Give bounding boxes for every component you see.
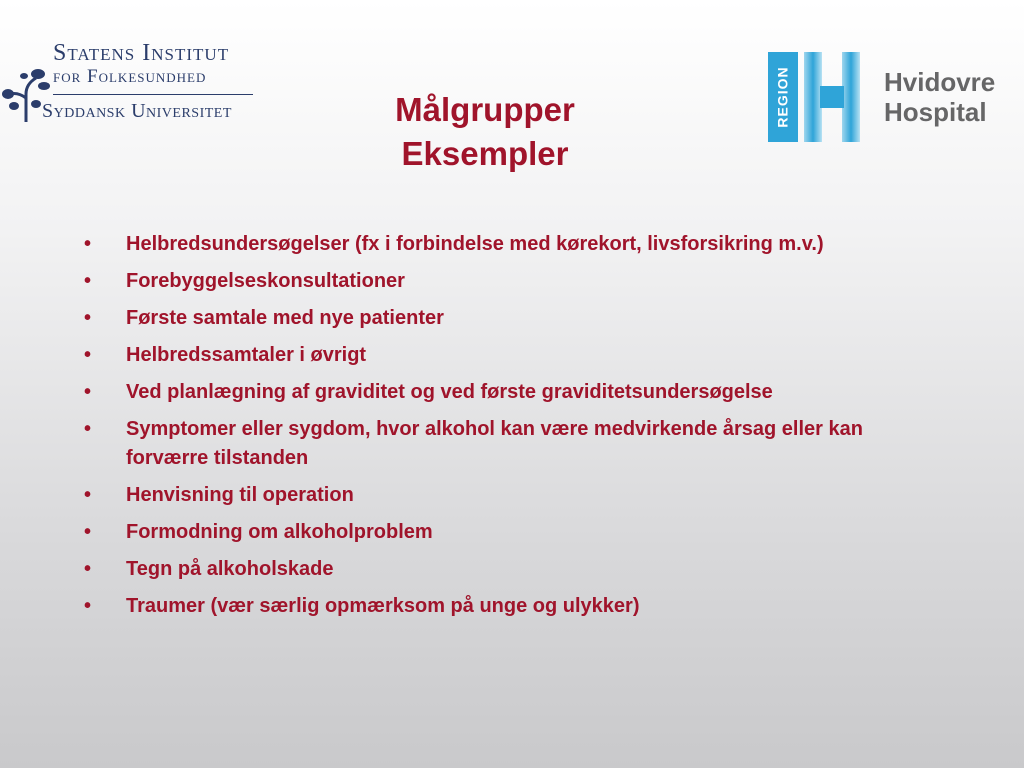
region-h-icon xyxy=(804,52,860,142)
title-line2: Eksempler xyxy=(401,135,569,172)
title-line1: Målgrupper xyxy=(395,91,575,128)
bullet-marker: • xyxy=(84,484,92,506)
list-item-text: Tegn på alkoholskade xyxy=(126,558,334,580)
bullet-marker: • xyxy=(84,307,92,329)
bullet-marker: • xyxy=(84,344,92,366)
list-item-text: Formodning om alkoholproblem xyxy=(126,521,433,543)
list-item xyxy=(84,267,914,296)
list-item-text: Ved planlægning af graviditet og ved første graviditetsundersøgelse xyxy=(126,381,773,403)
list-item xyxy=(84,378,914,407)
list-item-text: Forebyggelseskonsultationer xyxy=(126,270,405,292)
list-item-text: Traumer (vær særlig opmærksom på unge og ulykker) xyxy=(126,595,640,617)
sdu-name: Syddansk Universitet xyxy=(42,100,232,122)
bullet-marker: • xyxy=(84,270,92,292)
list-item xyxy=(84,341,914,370)
list-item xyxy=(84,304,914,333)
hospital-name-line1: Hvidovre xyxy=(884,67,996,97)
bullet-marker: • xyxy=(84,381,92,403)
slide-title xyxy=(330,88,640,176)
list-item-text: Helbredssamtaler i øvrigt xyxy=(126,344,367,366)
bullet-marker: • xyxy=(84,558,92,580)
hvidovre-hospital-logo xyxy=(768,52,1008,144)
list-item-text: Symptomer eller sygdom, hvor alkohol kan være medvirkende årsag eller kan forværre tilstanden xyxy=(126,418,863,469)
region-strip xyxy=(768,52,798,142)
sif-logo xyxy=(0,40,260,130)
sif-name-line2: for Folkesundhed xyxy=(53,66,207,87)
list-item xyxy=(84,518,914,547)
list-item xyxy=(84,555,914,584)
list-item xyxy=(84,230,914,259)
list-item-text: Helbredsundersøgelser (fx i forbindelse med kørekort, livsforsikring m.v.) xyxy=(126,233,824,255)
list-item xyxy=(84,415,914,473)
list-item xyxy=(84,481,914,510)
bullet-marker: • xyxy=(84,521,92,543)
sif-name-line1: Statens Institut xyxy=(53,40,230,66)
list-item-text: Henvisning til operation xyxy=(126,484,354,506)
bullet-list xyxy=(84,230,914,629)
list-item-text: Første samtale med nye patienter xyxy=(126,307,444,329)
bullet-marker: • xyxy=(84,233,92,255)
list-item xyxy=(84,592,914,621)
bullet-marker: • xyxy=(84,595,92,617)
sif-divider xyxy=(53,94,253,95)
region-label: REGION xyxy=(775,66,792,128)
bullet-marker: • xyxy=(84,418,92,440)
hospital-name-line2: Hospital xyxy=(884,97,987,127)
